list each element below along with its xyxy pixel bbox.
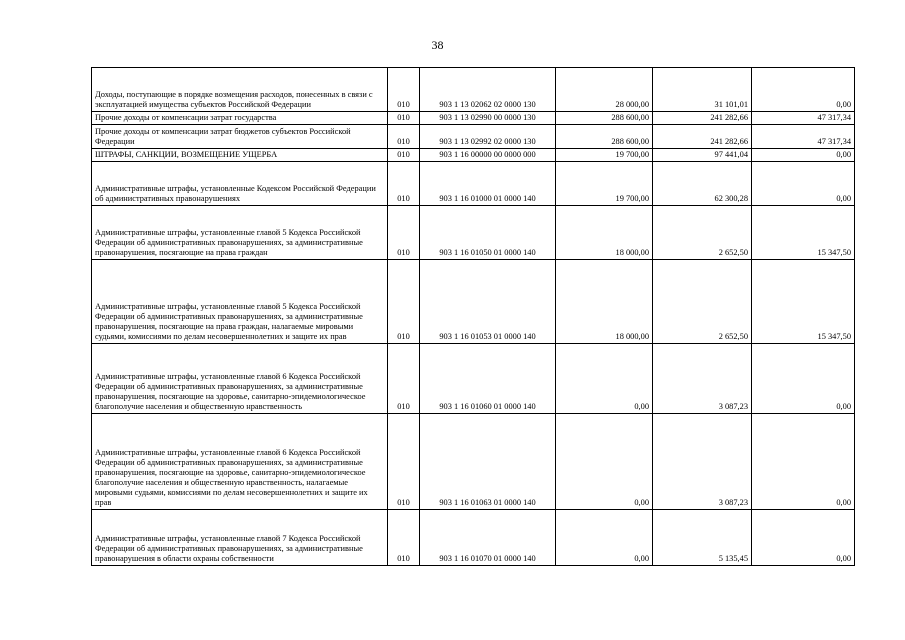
row-plan-cell: 19 700,00 <box>556 162 653 206</box>
row-fact-cell: 2 652,50 <box>653 206 752 260</box>
table-row <box>92 510 855 566</box>
row-fact-cell: 31 101,01 <box>653 68 752 112</box>
table-row <box>92 344 855 414</box>
row-name-cell: Административные штрафы, установленные главой 6 Кодекса Российской Федерации об административных правонарушениях, за административные правонарушения, посягающие на здоровье, санитарно-эпидемиологическое благополучие населения и общественную нравственность, налагаемые мировыми судьями, комиссиями по делам несовершеннолетних и защите их прав <box>92 414 388 510</box>
row-kbk-cell: 903 1 13 02990 00 0000 130 <box>420 112 556 125</box>
row-fact-cell: 5 135,45 <box>653 510 752 566</box>
row-name-cell: Административные штрафы, установленные главой 5 Кодекса Российской Федерации об административных правонарушениях, за административные правонарушения, посягающие на права граждан <box>92 206 388 260</box>
row-kbk-cell: 903 1 16 01053 01 0000 140 <box>420 260 556 344</box>
row-kbk-cell: 903 1 16 01050 01 0000 140 <box>420 206 556 260</box>
row-rest-cell: 0,00 <box>752 68 855 112</box>
row-code-cell: 010 <box>388 125 420 149</box>
row-fact-cell: 62 300,28 <box>653 162 752 206</box>
row-kbk-cell: 903 1 13 02062 02 0000 130 <box>420 68 556 112</box>
row-fact-cell: 97 441,04 <box>653 149 752 162</box>
row-code-cell: 010 <box>388 68 420 112</box>
row-plan-cell: 0,00 <box>556 344 653 414</box>
row-rest-cell: 15 347,50 <box>752 260 855 344</box>
row-plan-cell: 0,00 <box>556 414 653 510</box>
table-row <box>92 68 855 112</box>
row-name-cell: Административные штрафы, установленные Кодексом Российской Федерации об административных правонарушениях <box>92 162 388 206</box>
row-rest-cell: 0,00 <box>752 510 855 566</box>
table-row <box>92 260 855 344</box>
row-name-cell: Административные штрафы, установленные главой 6 Кодекса Российской Федерации об административных правонарушениях, за административные правонарушения, посягающие на здоровье, санитарно-эпидемиологическое благополучие населения и общественную нравственность <box>92 344 388 414</box>
row-fact-cell: 241 282,66 <box>653 112 752 125</box>
row-name-cell: Прочие доходы от компенсации затрат бюджетов субъектов Российской Федерации <box>92 125 388 149</box>
row-plan-cell: 288 600,00 <box>556 112 653 125</box>
row-code-cell: 010 <box>388 162 420 206</box>
table-row <box>92 125 855 149</box>
table-row <box>92 149 855 162</box>
row-name-cell: Административные штрафы, установленные главой 5 Кодекса Российской Федерации об административных правонарушениях, за административные правонарушения, посягающие на права граждан, налагаемые мировыми судьями, комиссиями по делам несовершеннолетних и защите их прав <box>92 260 388 344</box>
revenue-table <box>91 67 855 566</box>
row-plan-cell: 288 600,00 <box>556 125 653 149</box>
table-row <box>92 414 855 510</box>
row-rest-cell: 0,00 <box>752 344 855 414</box>
row-code-cell: 010 <box>388 149 420 162</box>
row-kbk-cell: 903 1 16 01070 01 0000 140 <box>420 510 556 566</box>
row-name-cell: Доходы, поступающие в порядке возмещения расходов, понесенных в связи с эксплуатацией имущества субъектов Российской Федерации <box>92 68 388 112</box>
row-name-cell: Прочие доходы от компенсации затрат государства <box>92 112 388 125</box>
row-rest-cell: 47 317,34 <box>752 125 855 149</box>
row-name-cell: ШТРАФЫ, САНКЦИИ, ВОЗМЕЩЕНИЕ УЩЕРБА <box>92 149 388 162</box>
row-fact-cell: 2 652,50 <box>653 260 752 344</box>
row-code-cell: 010 <box>388 206 420 260</box>
row-code-cell: 010 <box>388 344 420 414</box>
row-fact-cell: 3 087,23 <box>653 344 752 414</box>
row-fact-cell: 241 282,66 <box>653 125 752 149</box>
row-rest-cell: 0,00 <box>752 414 855 510</box>
row-kbk-cell: 903 1 16 01000 01 0000 140 <box>420 162 556 206</box>
row-rest-cell: 0,00 <box>752 149 855 162</box>
table-row <box>92 206 855 260</box>
row-plan-cell: 18 000,00 <box>556 206 653 260</box>
page-number: 38 <box>431 38 444 52</box>
row-code-cell: 010 <box>388 112 420 125</box>
row-name-cell: Административные штрафы, установленные главой 7 Кодекса Российской Федерации об административных правонарушениях, за административные правонарушения в области охраны собственности <box>92 510 388 566</box>
row-code-cell: 010 <box>388 414 420 510</box>
row-plan-cell: 18 000,00 <box>556 260 653 344</box>
row-plan-cell: 28 000,00 <box>556 68 653 112</box>
row-kbk-cell: 903 1 16 01063 01 0000 140 <box>420 414 556 510</box>
row-rest-cell: 15 347,50 <box>752 206 855 260</box>
row-kbk-cell: 903 1 16 00000 00 0000 000 <box>420 149 556 162</box>
row-plan-cell: 19 700,00 <box>556 149 653 162</box>
row-code-cell: 010 <box>388 510 420 566</box>
table-row <box>92 162 855 206</box>
row-rest-cell: 47 317,34 <box>752 112 855 125</box>
row-kbk-cell: 903 1 16 01060 01 0000 140 <box>420 344 556 414</box>
row-fact-cell: 3 087,23 <box>653 414 752 510</box>
row-plan-cell: 0,00 <box>556 510 653 566</box>
row-code-cell: 010 <box>388 260 420 344</box>
table-row <box>92 112 855 125</box>
row-rest-cell: 0,00 <box>752 162 855 206</box>
row-kbk-cell: 903 1 13 02992 02 0000 130 <box>420 125 556 149</box>
